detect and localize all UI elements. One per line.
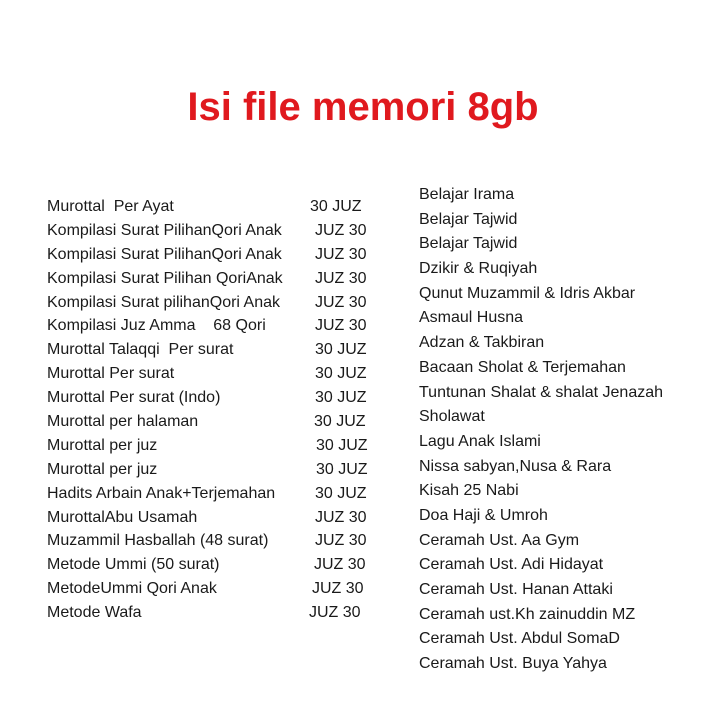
list-item: Belajar Tajwid — [419, 235, 518, 253]
list-item: Bacaan Sholat & Terjemahan — [419, 358, 626, 376]
item-name: Kompilasi Surat pilihanQori Anak — [47, 293, 281, 311]
item-name: Muzammil Hasballah (48 surat) — [47, 532, 269, 550]
list-item: Nissa sabyan,Nusa & Rara — [419, 457, 612, 475]
item-size: JUZ 30 — [309, 604, 361, 622]
item-name: Kompilasi Juz Amma 68 Qori — [47, 317, 266, 335]
item-size: 30 JUZ — [315, 389, 367, 407]
list-item: Ceramah Ust. Buya Yahya — [419, 655, 607, 673]
item-size: 30 JUZ — [316, 436, 368, 454]
item-name: Murottal Per surat (Indo) — [47, 389, 221, 407]
item-size: 30 JUZ — [316, 460, 368, 478]
item-name: Metode Ummi (50 surat) — [47, 556, 220, 574]
list-item: Dzikir & Ruqiyah — [419, 260, 538, 278]
item-name: Murottal Per Ayat — [47, 198, 174, 215]
item-size: 30 JUZ — [315, 484, 367, 502]
list-item: Doa Haji & Umroh — [419, 506, 548, 524]
item-size: JUZ 30 — [315, 221, 367, 239]
list-item: Ceramah Ust. Aa Gym — [419, 531, 580, 549]
page-title: Isi file memori 8gb — [187, 85, 539, 129]
item-size: JUZ 30 — [315, 245, 367, 263]
item-name: Kompilasi Surat PilihanQori Anak — [47, 245, 282, 263]
item-name: Murottal Per surat — [47, 365, 175, 383]
list-item: Adzan & Takbiran — [419, 334, 545, 352]
right-content-list — [419, 183, 663, 677]
item-name: Metode Wafa — [47, 604, 142, 622]
item-name: Hadits Arbain Anak+Terjemahan — [47, 484, 276, 502]
list-item: Ceramah ust.Kh zainuddin MZ — [419, 605, 636, 623]
item-name: Murottal per juz — [47, 460, 158, 478]
list-item: Kisah 25 Nabi — [419, 482, 519, 500]
item-name: Kompilasi Surat PilihanQori Anak — [47, 221, 282, 239]
item-name: Murottal Talaqqi Per surat — [47, 341, 234, 359]
item-size: JUZ 30 — [315, 508, 367, 526]
list-item: Ceramah Ust. Adi Hidayat — [419, 556, 604, 574]
list-item: Asmaul Husna — [419, 309, 524, 327]
list-item: Belajar Tajwid — [419, 210, 518, 228]
item-name: Kompilasi Surat Pilihan QoriAnak — [47, 269, 283, 287]
item-size: JUZ 30 — [314, 556, 366, 574]
list-item: Ceramah Ust. Hanan Attaki — [419, 581, 613, 598]
item-size: JUZ 30 — [312, 580, 364, 598]
item-name: Murottal per halaman — [47, 413, 199, 431]
item-name: MetodeUmmi Qori Anak — [47, 580, 217, 598]
list-item: Lagu Anak Islami — [419, 432, 541, 450]
list-item: Tuntunan Shalat & shalat Jenazah — [419, 383, 664, 401]
item-name: MurottalAbu Usamah — [47, 508, 198, 526]
list-item: Qunut Muzammil & Idris Akbar — [419, 284, 636, 302]
item-size: 30 JUZ — [310, 198, 362, 215]
item-size: JUZ 30 — [315, 269, 367, 287]
item-size: 30 JUZ — [314, 413, 366, 431]
item-size: 30 JUZ — [315, 365, 367, 383]
item-size: JUZ 30 — [315, 293, 367, 311]
item-size: JUZ 30 — [315, 317, 367, 335]
list-item: Sholawat — [419, 408, 485, 426]
list-item: Belajar Irama — [419, 186, 515, 203]
list-item: Ceramah Ust. Abdul SomaD — [419, 630, 620, 648]
item-size: 30 JUZ — [315, 341, 367, 359]
item-size: JUZ 30 — [315, 532, 367, 550]
item-name: Murottal per juz — [47, 436, 158, 454]
